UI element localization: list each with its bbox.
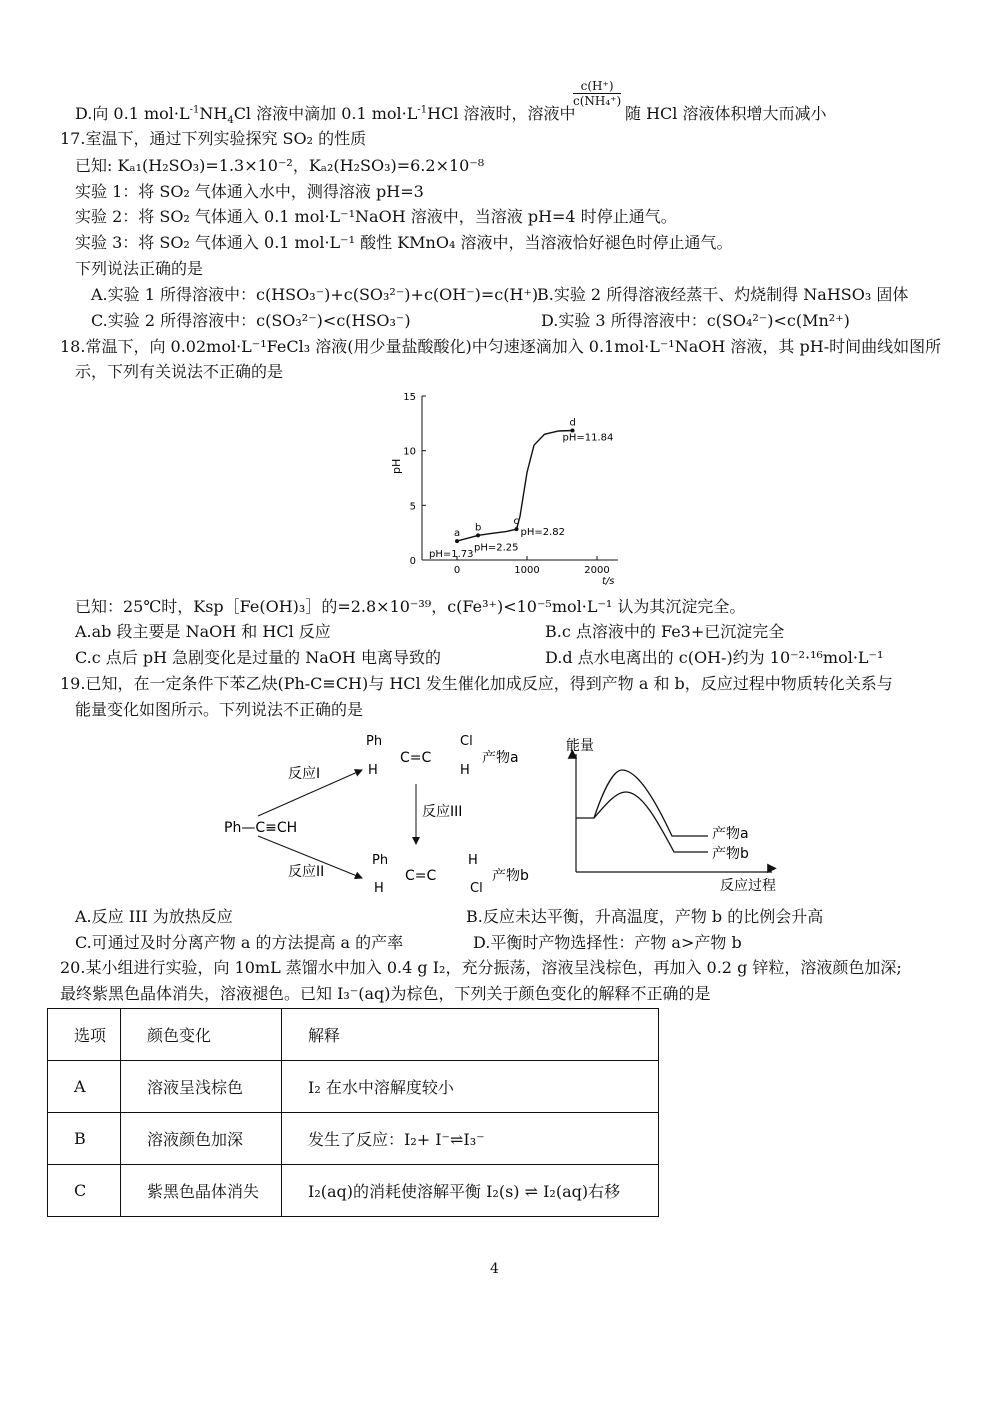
x-tick-label: 1000 [514, 565, 540, 576]
prod-a-h: H [368, 763, 378, 778]
prod-a-cl: Cl [460, 734, 473, 749]
x-tick-label: 2000 [584, 565, 610, 576]
prod-b-cc: C=C [405, 868, 437, 884]
energy-x-label: 反应过程 [720, 878, 776, 894]
q16-fraction [573, 79, 621, 108]
prod-b-h2: H [468, 853, 478, 868]
energy-prod-a-label: 产物a [712, 826, 749, 842]
q17-exp1: 实验 1：将 SO₂ 气体通入水中，测得溶液 pH=3 [75, 182, 424, 201]
row-option: B [48, 1113, 121, 1165]
q19-stem-line2: 能量变化如图所示。下列说法不正确的是 [75, 700, 364, 719]
q18-option-d: D.d 点水电离出的 c(OH-)约为 10⁻²·¹⁶mol·L⁻¹ [545, 648, 884, 667]
energy-curve-a [576, 770, 708, 836]
prod-a-cc: C=C [400, 750, 432, 766]
x-tick-label: 0 [453, 565, 461, 576]
q16-option-d: D.向 0.1 $mol\cdot L^{-1}NH_4Cl$ 溶液中滴加 0.1 $mol\cdot L^{-1}HCl$ 溶液时，溶液中 [75, 104, 576, 127]
q18-option-b: B.c 点溶液中的 Fe3+已沉淀完全 [545, 622, 785, 641]
row-explanation: 发生了反应：I₂+ I⁻⇌I₃⁻ [282, 1113, 659, 1165]
point-a [455, 539, 459, 543]
q19-option-c: C.可通过及时分离产物 a 的方法提高 a 的产率 [75, 933, 404, 952]
point-c-name: c [513, 516, 519, 528]
point-c [515, 527, 519, 531]
energy-prod-b-label: 产物b [712, 846, 749, 862]
prod-b-ph: Ph [372, 853, 389, 868]
prod-a-ph: Ph [366, 734, 383, 749]
row-color-change: 紫黑色晶体消失 [121, 1165, 282, 1217]
fraction-denominator: c(NH₄⁺) [573, 94, 622, 108]
q19-stem-line1: 19.已知，在一定条件下苯乙炔(Ph-C≡CH)与 HCl 发生催化加成反应，得到产物 a 和 b，反应过程中物质转化关系与 [60, 674, 893, 693]
y-tick-label: 10 [403, 446, 416, 458]
table-header-row [48, 1009, 659, 1061]
q17-option-c: C.实验 2 所得溶液中：c(SO₃²⁻)<c(HSO₃⁻) [91, 311, 411, 330]
table-row [48, 1061, 659, 1113]
reaction-scheme [220, 728, 550, 898]
energy-diagram [560, 732, 790, 897]
q18-known: 已知：25℃时，Ksp［Fe(OH)₃］的=2.8×10⁻³⁹，c(Fe³⁺)<10⁻⁵mol·L⁻¹ 认为其沉淀完全。 [75, 597, 746, 616]
y-tick-label: 15 [403, 392, 416, 403]
q18-stem-line2: 示，下列有关说法不正确的是 [75, 362, 284, 381]
row-color-change: 溶液呈浅棕色 [121, 1061, 282, 1113]
prod-a-h2: H [460, 763, 470, 778]
q17-option-b: B.实验 2 所得溶液经蒸干、灼烧制得 NaHSO₃ 固体 [537, 285, 909, 304]
page-number: 4 [490, 1261, 499, 1277]
reactant-label: Ph—C≡CH [224, 820, 298, 836]
q18-option-a: A.ab 段主要是 NaOH 和 HCl 反应 [75, 622, 331, 641]
header-option: 选项 [48, 1009, 121, 1061]
row-option: A [48, 1061, 121, 1113]
reaction-2-label: 反应II [288, 864, 325, 880]
energy-curve-b [594, 792, 708, 852]
q17-option-a: A.实验 1 所得溶液中：c(HSO₃⁻)+c(SO₃²⁻)+c(OH⁻)=c(H⁺) [91, 285, 539, 304]
row-explanation: I₂ 在水中溶解度较小 [282, 1061, 659, 1113]
point-a-label: pH=1.73 [429, 549, 474, 561]
point-a-name: a [454, 528, 461, 540]
q17-stem: 17.室温下，通过下列实验探究 SO₂ 的性质 [60, 129, 367, 148]
reaction-1-label: 反应I [288, 766, 321, 782]
row-option: C [48, 1165, 121, 1217]
ph-time-chart [380, 386, 640, 586]
header-color-change: 颜色变化 [121, 1009, 282, 1061]
q17-exp2: 实验 2：将 SO₂ 气体通入 0.1 mol·L⁻¹NaOH 溶液中，当溶液 pH=4 时停止通气。 [75, 207, 677, 226]
q20-table [47, 1008, 659, 1217]
q17-option-d: D.实验 3 所得溶液中：c(SO₄²⁻)<c(Mn²⁺) [541, 311, 850, 330]
q17-ask: 下列说法正确的是 [75, 259, 204, 278]
prod-b-cl: Cl [470, 881, 483, 896]
y-axis-label: pH [390, 458, 403, 474]
y-tick-label: 0 [409, 556, 416, 567]
header-explanation: 解释 [282, 1009, 659, 1061]
q16-option-d-suffix: 随 HCl 溶液体积增大而减小 [625, 104, 827, 123]
prod-b-h: H [374, 881, 384, 896]
q18-option-c: C.c 点后 pH 急剧变化是过量的 NaOH 电离导致的 [75, 648, 441, 667]
fraction-numerator: c(H⁺) [573, 79, 621, 94]
q19-option-a: A.反应 III 为放热反应 [75, 907, 233, 926]
q19-option-b: B.反应未达平衡，升高温度，产物 b 的比例会升高 [466, 907, 824, 926]
table-row [48, 1165, 659, 1217]
q20-stem-line2: 最终紫黑色晶体消失，溶液褪色。已知 I₃⁻(aq)为棕色，下列关于颜色变化的解释不正确的是 [60, 984, 711, 1003]
reaction-3-label: 反应III [422, 804, 463, 820]
prod-a-label: 产物a [482, 750, 519, 766]
y-tick-label: 5 [409, 501, 416, 513]
q20-stem-line1: 20.某小组进行实验，向 10mL 蒸馏水中加入 0.4 g I₂，充分振荡，溶液呈浅棕色，再加入 0.2 g 锌粒，溶液颜色加深; [60, 958, 902, 977]
point-b-name: b [475, 522, 482, 534]
row-color-change: 溶液颜色加深 [121, 1113, 282, 1165]
q17-exp3: 实验 3：将 SO₂ 气体通入 0.1 mol·L⁻¹ 酸性 KMnO₄ 溶液中，当溶液恰好褪色时停止通气。 [75, 233, 733, 252]
point-d-name: d [569, 417, 576, 429]
point-b-label: pH=2.25 [474, 542, 519, 554]
prod-b-label: 产物b [492, 868, 529, 884]
q19-option-d: D.平衡时产物选择性：产物 a>产物 b [473, 933, 742, 952]
q18-stem-line1: 18.常温下，向 0.02mol·L⁻¹FeCl₃ 溶液(用少量盐酸酸化)中匀速逐滴加入 0.1mol·L⁻¹NaOH 溶液，其 pH-时间曲线如图所 [60, 337, 942, 356]
table-row [48, 1113, 659, 1165]
x-axis-label: t/s [602, 576, 615, 586]
point-c-label: pH=2.82 [520, 527, 566, 539]
point-d-label: pH=11.84 [562, 432, 614, 444]
q17-known: 已知: Kₐ₁(H₂SO₃)=1.3×10⁻²，Kₐ₂(H₂SO₃)=6.2×10⁻⁸ [75, 156, 485, 175]
row-explanation: I₂(aq)的消耗使溶解平衡 I₂(s) ⇌ I₂(aq)右移 [282, 1165, 659, 1217]
energy-y-label: 能量 [566, 738, 594, 754]
point-b [476, 533, 480, 537]
